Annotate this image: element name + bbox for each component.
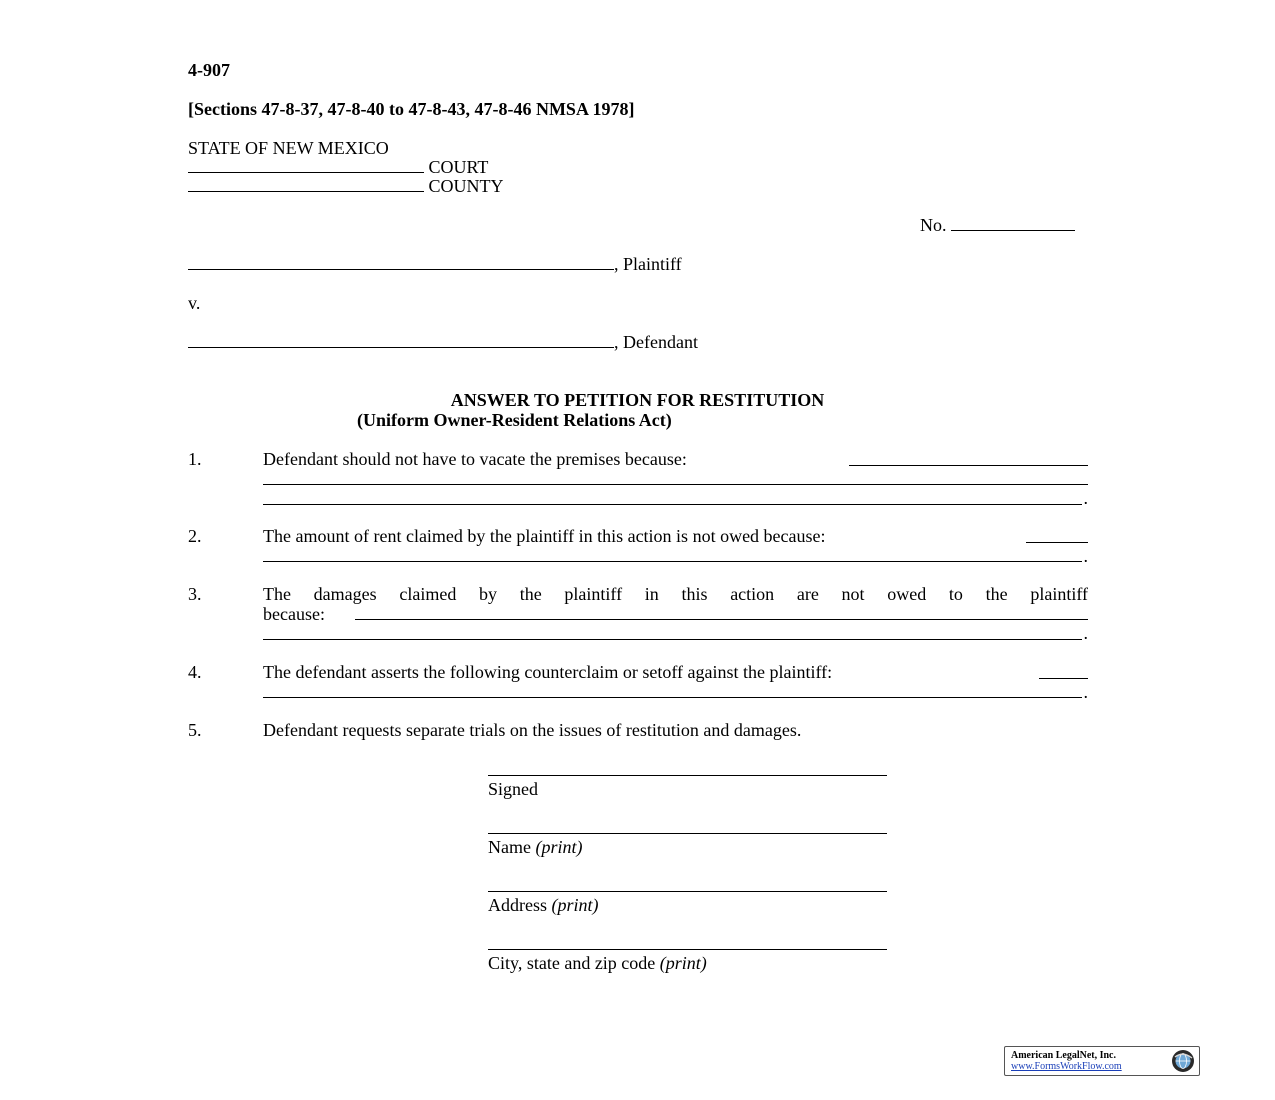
item-3-text-cont: because: (263, 603, 325, 624)
item-3 (263, 585, 1088, 644)
versus-text: v. (188, 293, 201, 313)
item-3-blank[interactable] (263, 639, 1082, 640)
item-5-text: Defendant requests separate trials on the issues of restitution and damages. (263, 720, 802, 740)
item-2-line-1 (263, 527, 1088, 547)
county-label: COUNTY (428, 176, 504, 196)
item-3-line-2 (263, 605, 1088, 625)
item-5-line-1 (263, 721, 1088, 741)
item-4-line-2: . (263, 683, 1088, 703)
item-2-line-2: . (263, 547, 1088, 567)
item-2-number: 2. (188, 526, 202, 546)
case-number-line (920, 216, 1075, 236)
county-line (188, 177, 504, 197)
item-1-line-2 (263, 470, 1088, 490)
item-2-text: The amount of rent claimed by the plaintiff in this action is not owed because: (263, 526, 826, 546)
item-3-line-1 (263, 585, 1088, 605)
defendant-line (188, 333, 698, 353)
item-4-blank[interactable] (1039, 678, 1088, 679)
badge-url[interactable]: www.FormsWorkFlow.com (1011, 1061, 1122, 1072)
county-name-blank[interactable] (188, 177, 424, 192)
plaintiff-label: , Plaintiff (614, 254, 682, 274)
document-title: ANSWER TO PETITION FOR RESTITUTION (450, 390, 825, 410)
item-1 (263, 450, 1088, 509)
item-4-line-1 (263, 663, 1088, 683)
court-label: COURT (428, 157, 489, 177)
name-line[interactable] (488, 833, 887, 834)
defendant-name-blank[interactable] (188, 333, 614, 348)
item-1-number: 1. (188, 449, 202, 469)
item-3-blank[interactable] (355, 619, 1088, 620)
item-4-text: The defendant asserts the following counterclaim or setoff against the plaintiff: (263, 662, 833, 682)
case-number-blank[interactable] (951, 216, 1075, 231)
item-1-text: Defendant should not have to vacate the premises because: (263, 449, 687, 469)
defendant-label: , Defendant (614, 332, 698, 352)
signature-line[interactable] (488, 775, 887, 776)
form-number: 4-907 (188, 60, 230, 80)
item-1-blank[interactable] (263, 484, 1088, 485)
item-2 (263, 527, 1088, 566)
city-line[interactable] (488, 949, 887, 950)
plaintiff-name-blank[interactable] (188, 255, 614, 270)
document-subtitle: (Uniform Owner-Resident Relations Act) (357, 410, 672, 430)
globe-logo-icon (1171, 1049, 1195, 1073)
item-3-line-3: . (263, 624, 1088, 644)
item-4-number: 4. (188, 662, 202, 682)
city-caption: City, state and zip code (print) (488, 953, 707, 973)
signed-caption: Signed (488, 779, 539, 799)
item-2-blank[interactable] (263, 561, 1082, 562)
badge-company: American LegalNet, Inc. (1011, 1050, 1116, 1061)
item-3-text: The damages claimed by the plaintiff in this action are not owed to the plaintiff (263, 584, 1088, 604)
state-heading: STATE OF NEW MEXICO (188, 138, 389, 158)
case-no-label: No. (920, 215, 947, 235)
item-5 (263, 721, 1088, 741)
item-1-line-1 (263, 450, 1088, 470)
item-5-number: 5. (188, 720, 202, 740)
item-3-number: 3. (188, 584, 202, 604)
item-4-blank[interactable] (263, 697, 1082, 698)
item-1-line-3: . (263, 489, 1088, 509)
item-2-blank[interactable] (1026, 542, 1088, 543)
address-caption: Address (print) (488, 895, 599, 915)
address-line[interactable] (488, 891, 887, 892)
legalnet-badge[interactable] (1004, 1046, 1200, 1076)
plaintiff-line (188, 255, 682, 275)
item-1-blank[interactable] (263, 504, 1082, 505)
court-line (188, 158, 488, 178)
statute-reference: [Sections 47-8-37, 47-8-40 to 47-8-43, 47-8-46 NMSA 1978] (188, 99, 635, 119)
item-4 (263, 663, 1088, 702)
name-caption: Name (print) (488, 837, 583, 857)
item-1-blank[interactable] (849, 465, 1088, 466)
court-name-blank[interactable] (188, 158, 424, 173)
